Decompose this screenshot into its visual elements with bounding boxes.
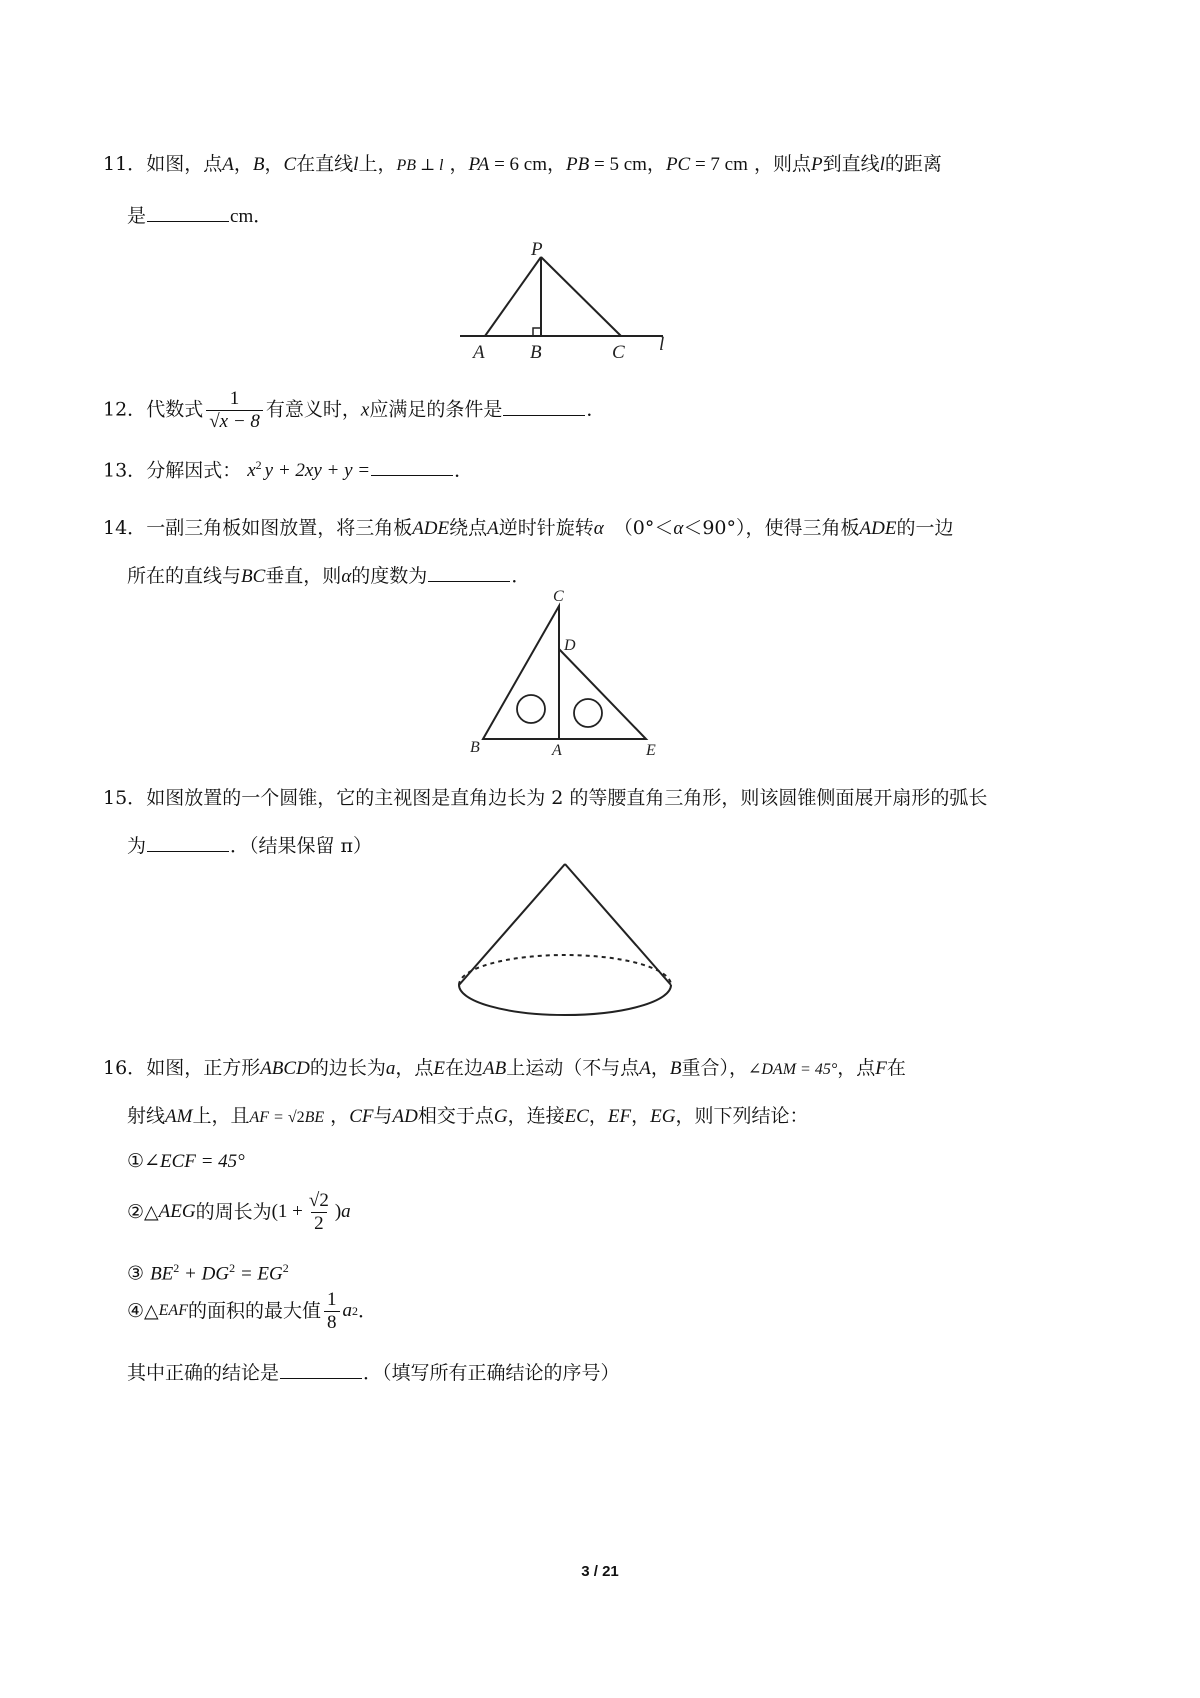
q15-number: 15． (103, 787, 147, 809)
q16-option-4 (127, 1287, 377, 1335)
text: 上， (358, 153, 397, 175)
var: A (487, 518, 499, 539)
var: α (673, 518, 684, 539)
var: AD (392, 1106, 418, 1127)
var: B (669, 1058, 682, 1079)
text: 上运动（不与点 (506, 1057, 640, 1079)
figure-15-cone (450, 858, 680, 1033)
var: EC (564, 1106, 589, 1127)
hole-circle (574, 699, 602, 727)
text: 射线 (127, 1105, 166, 1127)
text: 如图放置的一个圆锥，它的主视图是直角边长为 2 的等腰直角三角形，则该圆锥侧面展开扇形的弧长 (146, 787, 988, 809)
segment-PC (541, 257, 621, 336)
var: PA (468, 154, 490, 175)
q13-number: 13． (103, 459, 147, 482)
var: l (879, 154, 885, 175)
var: G (493, 1106, 508, 1127)
text: 重合）， (681, 1057, 748, 1079)
text: 在边 (444, 1057, 483, 1079)
var: l (439, 157, 444, 174)
text: 其中正确的结论是 (127, 1362, 280, 1384)
answer-blank[interactable] (147, 203, 229, 222)
text: 是 (127, 205, 147, 227)
text: ＜90°），使得三角板 (683, 517, 860, 539)
label-B: B (530, 342, 542, 363)
q14-line1 (103, 515, 953, 542)
math: x (247, 460, 256, 482)
math: y + 2xy + y = (264, 460, 371, 482)
base-front (459, 985, 671, 1015)
q12-number: 12． (103, 398, 147, 421)
q16-option-2 (127, 1188, 351, 1236)
exponent: 2 (352, 1304, 358, 1318)
q13-line (103, 452, 473, 484)
answer-blank[interactable] (371, 457, 453, 476)
var: A (222, 154, 234, 175)
var: ABCD (260, 1058, 310, 1079)
var: l (353, 154, 359, 175)
var: AM (165, 1106, 193, 1127)
text: 的度数为 (351, 565, 428, 587)
q11-number: 11． (103, 153, 147, 175)
text: 相交于点 (417, 1105, 494, 1127)
text: cm． (230, 206, 273, 227)
text: ， (588, 1105, 608, 1127)
base-back-dashed (459, 955, 671, 985)
math: = 5 cm (589, 154, 647, 175)
var: a (385, 1058, 396, 1079)
var: α (341, 566, 352, 587)
label-A: A (552, 742, 562, 759)
sqrt-sign: √ (209, 411, 220, 432)
text: 的周长为 (195, 1201, 272, 1223)
var: α (593, 518, 604, 539)
q11-line1 (103, 151, 942, 179)
var: B (252, 154, 265, 175)
var: PB (566, 154, 590, 175)
triangle-ADE (559, 649, 646, 739)
q11-line2 (127, 203, 272, 230)
text: 上，且 (192, 1105, 250, 1127)
page-separator: / (589, 1563, 603, 1580)
denominator: 2 (311, 1212, 327, 1235)
right-angle-mark (533, 328, 541, 336)
exponent: 2 (173, 1261, 180, 1275)
text: 为 (127, 835, 147, 857)
var: PC (665, 154, 691, 175)
text: 如图，点 (146, 153, 223, 175)
var: ADE (412, 518, 450, 539)
exponent: 2 (229, 1261, 236, 1275)
var: PB (396, 157, 416, 174)
math: √2 (287, 1109, 305, 1126)
segment-PA (485, 257, 541, 336)
var: E (433, 1058, 445, 1079)
var: AB (482, 1058, 507, 1079)
answer-blank[interactable] (428, 563, 510, 582)
math: + DG (179, 1263, 230, 1285)
text: 的边长为 (309, 1057, 386, 1079)
exponent: 2 (282, 1261, 289, 1275)
text: 到直线 (822, 153, 880, 175)
text: 在 (886, 1057, 906, 1079)
label-D: D (564, 637, 576, 654)
var: AEG (158, 1201, 196, 1222)
figure-11 (455, 240, 680, 365)
text: 的面积的最大值 (187, 1300, 321, 1322)
text: ， (646, 153, 666, 175)
text: 分解因式： (146, 459, 242, 482)
numerator: 1 (229, 388, 240, 409)
q14-number: 14． (103, 517, 147, 539)
var: CF (349, 1106, 374, 1127)
text: ． (358, 1300, 378, 1322)
text: ． (511, 565, 531, 587)
q16-answer-line (127, 1360, 620, 1386)
q15-line1 (103, 785, 987, 811)
text: 的距离 (884, 153, 942, 175)
text: 的一边 (896, 517, 954, 539)
math: BE (150, 1263, 174, 1285)
text: 所在的直线与 (127, 565, 242, 587)
text: 一副三角板如图放置，将三角板 (146, 517, 413, 539)
text: ． (586, 398, 606, 421)
q16-line2 (127, 1103, 808, 1131)
text: ，点 (837, 1057, 876, 1079)
var: a (342, 1300, 352, 1321)
var: EF (607, 1106, 632, 1127)
label-C: C (553, 588, 564, 605)
text: 与 (373, 1105, 393, 1127)
text: 绕点 (449, 517, 488, 539)
label-E: E (646, 742, 656, 759)
text: ， (264, 153, 284, 175)
q16-option-1 (127, 1148, 245, 1175)
label-A: A (473, 342, 485, 363)
numerator: √2 (308, 1189, 329, 1211)
text: ， (233, 153, 253, 175)
text: 逆时针旋转 (498, 517, 594, 539)
var: C (283, 154, 297, 175)
option-marker: ④△ (127, 1300, 159, 1322)
text: ， (324, 1105, 350, 1127)
option-marker: ③ (127, 1262, 151, 1285)
label-B: B (470, 739, 480, 756)
fraction (324, 1289, 340, 1334)
page-current: 3 (581, 1563, 590, 1580)
var: A (639, 1058, 651, 1079)
cone-right-edge (565, 864, 671, 985)
text: ，连接 (507, 1105, 565, 1127)
text: 如图，正方形 (146, 1057, 261, 1079)
label-P: P (531, 240, 543, 260)
var: x (360, 399, 370, 421)
var: BC (241, 566, 266, 587)
denominator: 8 (324, 1311, 340, 1334)
text: 代数式 (146, 398, 204, 421)
page-total: 21 (602, 1563, 619, 1580)
q12-line (103, 388, 605, 433)
figure-14 (462, 585, 672, 760)
fraction (306, 1190, 332, 1235)
var: EG (650, 1106, 676, 1127)
answer-blank[interactable] (280, 1360, 362, 1379)
radicand: x − 8 (219, 411, 260, 432)
page-number (0, 1563, 1200, 1580)
math: (1 + (271, 1201, 303, 1222)
math: = 7 cm (690, 154, 748, 175)
text: ， (650, 1057, 670, 1079)
math: ) (334, 1201, 342, 1222)
exponent: 2 (255, 458, 262, 472)
var: P (810, 154, 823, 175)
text: ，则点 (747, 153, 811, 175)
numerator: 1 (327, 1288, 337, 1310)
var: EAF (158, 1302, 188, 1319)
text: 在直线 (296, 153, 354, 175)
text: ，点 (395, 1057, 434, 1079)
q16-number: 16． (103, 1057, 147, 1079)
label-C: C (612, 342, 625, 363)
hole-circle (517, 695, 545, 723)
math: = EG (235, 1263, 283, 1285)
answer-blank[interactable] (147, 833, 229, 852)
q16-line1 (103, 1055, 906, 1083)
math: = 6 cm (489, 154, 547, 175)
text: ．（填写所有正确结论的序号） (363, 1362, 620, 1384)
text: ， (547, 153, 567, 175)
var: F (875, 1058, 887, 1079)
cone-left-edge (459, 864, 565, 985)
label-l: l (659, 334, 665, 355)
text: ．（结果保留 π） (230, 835, 373, 857)
text: 垂直，则 (265, 565, 342, 587)
math: ∠ECF = 45° (144, 1151, 245, 1172)
text: ． (454, 459, 474, 482)
text: 应满足的条件是 (369, 398, 503, 421)
q16-option-3 (127, 1255, 289, 1287)
var: BE (304, 1109, 325, 1126)
text: ， (631, 1105, 651, 1127)
q15-line2 (127, 833, 372, 859)
option-marker: ②△ (127, 1201, 159, 1223)
denominator (206, 410, 263, 433)
var: ADE (859, 518, 897, 539)
answer-blank[interactable] (503, 397, 585, 416)
option-marker: ① (127, 1150, 145, 1172)
math: ⊥ (416, 157, 440, 174)
fraction (206, 388, 263, 433)
var: a (341, 1201, 351, 1222)
math: ∠DAM = 45° (747, 1061, 838, 1078)
text: （0°＜ (613, 517, 674, 539)
text: 有意义时， (265, 398, 361, 421)
text: ， (443, 153, 469, 175)
math: AF = (249, 1109, 288, 1126)
text: ，则下列结论： (675, 1105, 809, 1127)
